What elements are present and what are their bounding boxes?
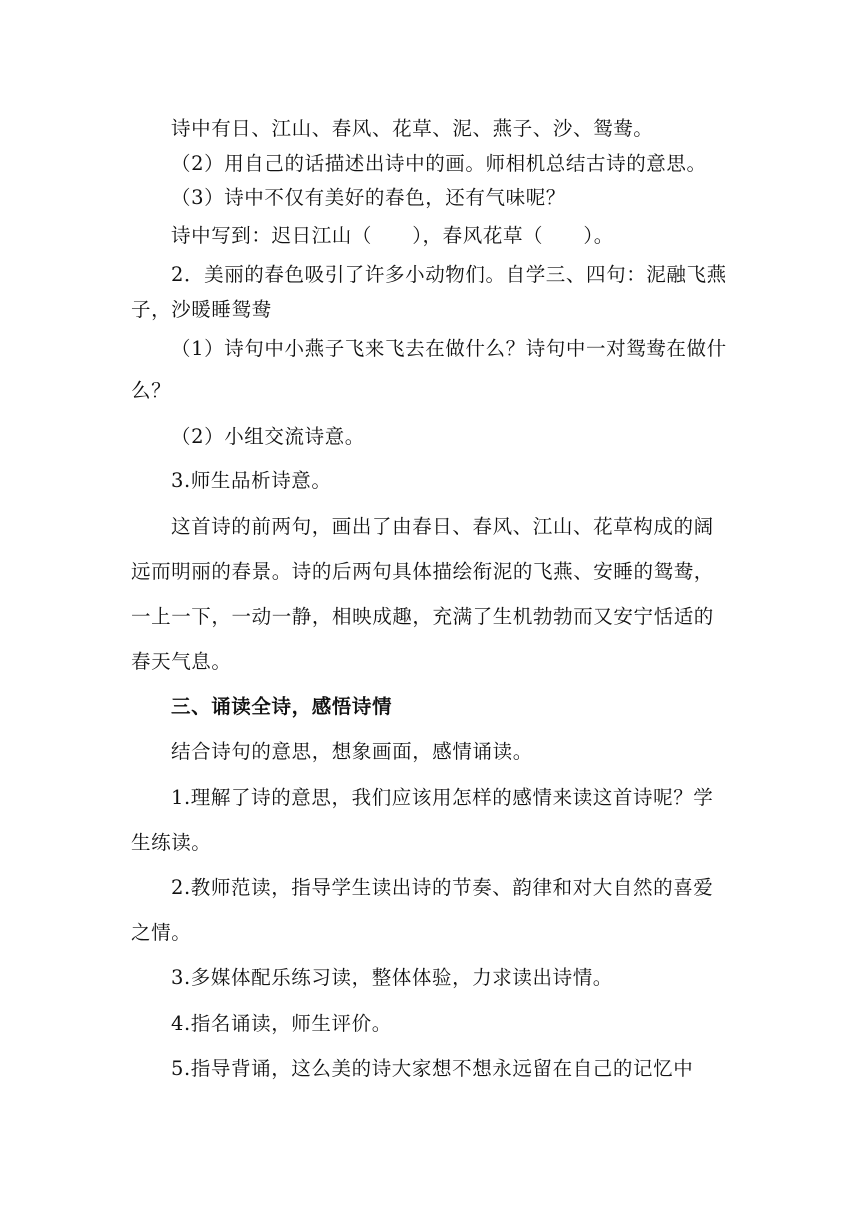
section-heading: 三、诵读全诗，感悟诗情 <box>171 695 393 718</box>
text-line: 2．美丽的春色吸引了许多小动物们。自学三、四句：泥融飞燕 <box>171 263 727 286</box>
text-line: （2）用自己的话描述出诗中的画。师相机总结古诗的意思。 <box>171 152 707 175</box>
text-line: （3）诗中不仅有美好的春色，还有气味呢？ <box>171 186 566 209</box>
list-item-continuation: 生练读。 <box>131 831 212 854</box>
paragraph-line: 远而明丽的春景。诗的后两句具体描绘衔泥的飞燕、安睡的鸳鸯， <box>131 560 714 583</box>
text-line: 么？ <box>131 379 172 402</box>
list-item-continuation: 之情。 <box>131 921 192 944</box>
list-item: 1.理解了诗的意思，我们应该用怎样的感情来读这首诗呢？学 <box>171 786 714 809</box>
paragraph-line: 这首诗的前两句，画出了由春日、春风、江山、花草构成的阔 <box>171 515 714 538</box>
list-item: 5.指导背诵，这么美的诗大家想不想永远留在自己的记忆中 <box>171 1057 694 1080</box>
text-line: 子，沙暖睡鸳鸯 <box>131 298 272 321</box>
paragraph-line: 春天气息。 <box>131 650 232 673</box>
list-item: 4.指名诵读，师生评价。 <box>171 1012 392 1035</box>
list-item: 3.多媒体配乐练习读，整体体验，力求读出诗情。 <box>171 966 613 989</box>
text-line: 诗中写到：迟日江山（ ），春风花草（ ）。 <box>171 224 614 247</box>
paragraph-line: 一上一下，一动一静，相映成趣，充满了生机勃勃而又安宁恬适的 <box>131 605 714 628</box>
text-line: 3.师生品析诗意。 <box>171 469 332 492</box>
list-item: 2.教师范读，指导学生读出诗的节奏、韵律和对大自然的喜爱 <box>171 876 714 899</box>
text-line: 诗中有日、江山、春风、花草、泥、燕子、沙、鸳鸯。 <box>171 117 654 140</box>
text-line: （1）诗句中小燕子飞来飞去在做什么？诗句中一对鸳鸯在做什 <box>171 337 727 360</box>
text-line: 结合诗句的意思，想象画面，感情诵读。 <box>171 740 533 763</box>
text-line: （2）小组交流诗意。 <box>171 425 365 448</box>
